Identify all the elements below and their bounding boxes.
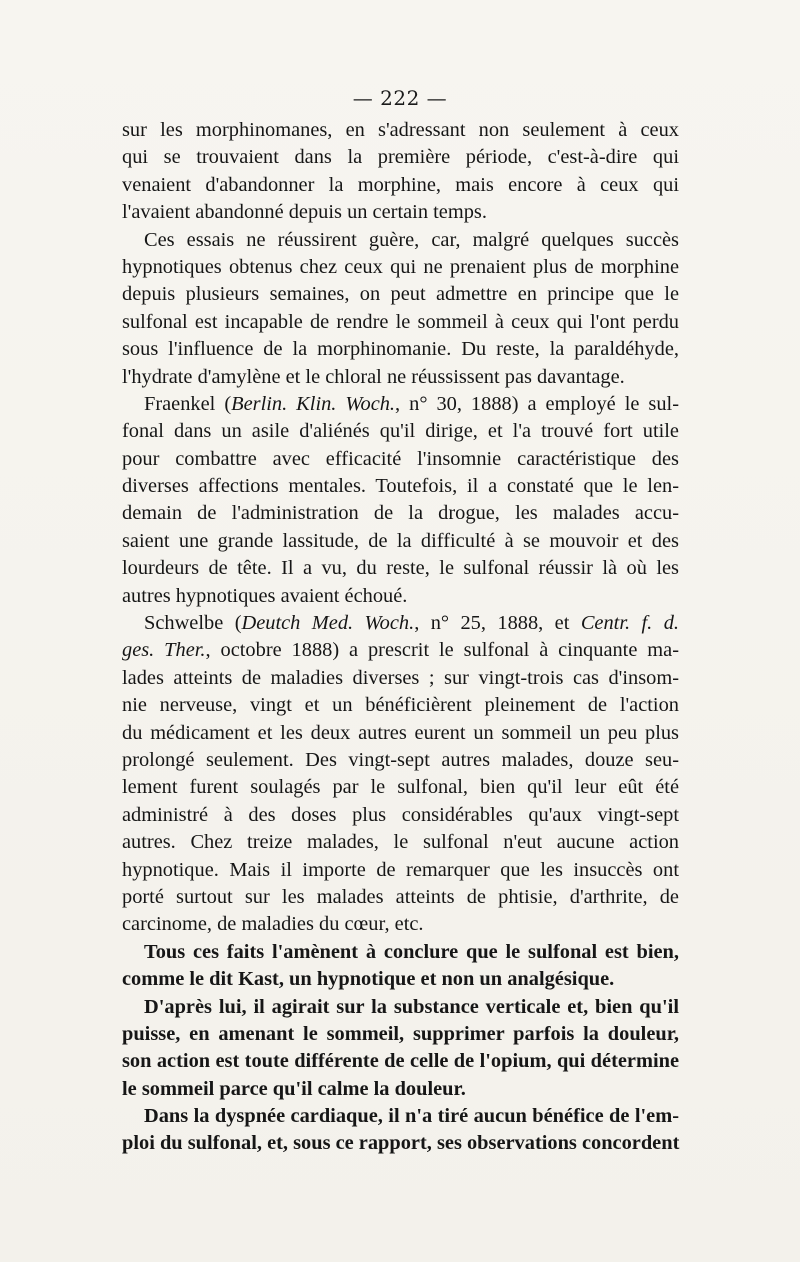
text-line: [122, 391, 679, 418]
text-line: [122, 336, 679, 363]
text-run: son action est toute différente de celle de l'opium, qui détermine: [122, 1050, 679, 1073]
text-line: [122, 446, 679, 473]
text-run: Schwelbe (: [144, 612, 242, 635]
text-run: depuis plusieurs semaines, on peut admettre en principe que le: [122, 283, 679, 306]
text-line: [122, 555, 679, 582]
body-text: [122, 117, 679, 1158]
text-run: lourdeurs de tête. Il a vu, du reste, le sulfonal réussir là où les: [122, 557, 679, 580]
text-line: [122, 884, 679, 911]
citation-italic: ges. Ther.: [122, 639, 206, 662]
text-run: puisse, en amenant le sommeil, supprimer parfois la douleur,: [122, 1022, 679, 1045]
text-run: Tous ces faits l'amènent à conclure que le sulfonal est bien,: [144, 940, 679, 963]
text-line: [122, 774, 679, 801]
text-line: [122, 1130, 679, 1157]
text-run: administré à des doses plus considérables qu'aux vingt-sept: [122, 803, 679, 826]
text-run: nie nerveuse, vingt et un bénéficièrent pleinement de l'action: [122, 694, 679, 717]
text-run: lement furent soulagés par le sulfonal, bien qu'il leur eût été: [122, 776, 679, 799]
text-run: l'avaient abandonné depuis un certain temps.: [122, 201, 487, 224]
text-line: [122, 364, 679, 391]
text-run: Ces essais ne réussirent guère, car, malgré quelques succès: [144, 228, 679, 251]
text-run: fonal dans un asile d'aliénés qu'il dirige, et l'a trouvé fort utile: [122, 420, 679, 443]
text-line: [122, 747, 679, 774]
text-run: qui se trouvaient dans la première période, c'est-à-dire qui: [122, 146, 679, 169]
text-line: [122, 994, 679, 1021]
page-number: — 222 —: [352, 86, 448, 110]
text-line: [122, 857, 679, 884]
text-line: [122, 802, 679, 829]
citation-italic: Centr. f. d.: [580, 612, 679, 635]
text-line: [122, 939, 679, 966]
text-run: porté surtout sur les malades atteints de phtisie, d'arthrite, de: [122, 885, 679, 908]
text-run: autres. Chez treize malades, le sulfonal n'eut aucune action: [122, 831, 679, 854]
text-line: [122, 1103, 679, 1130]
text-run: pour combattre avec efficacité l'insomnie caractéristique des: [122, 447, 679, 470]
citation-italic: Deutch Med. Woch.: [241, 612, 415, 635]
text-line: [122, 172, 679, 199]
text-line: [122, 227, 679, 254]
text-run: , n° 30, 1888) a employé le sul-: [395, 392, 680, 415]
text-line: [122, 500, 679, 527]
text-line: [122, 418, 679, 445]
text-line: [122, 144, 679, 171]
text-line: [122, 966, 679, 993]
text-run: ploi du sulfonal, et, sous ce rapport, ses observations concordent: [122, 1132, 680, 1155]
text-run: le sommeil parce qu'il calme la douleur.: [122, 1077, 466, 1100]
text-line: [122, 309, 679, 336]
text-run: du médicament et les deux autres eurent un sommeil un peu plus: [122, 721, 679, 744]
text-run: carcinome, de maladies du cœur, etc.: [122, 913, 424, 936]
text-run: sous l'influence de la morphinomanie. Du reste, la paraldéhyde,: [122, 338, 679, 361]
text-line: [122, 281, 679, 308]
text-run: l'hydrate d'amylène et le chloral ne réussissent pas davantage.: [122, 365, 625, 388]
text-line: [122, 720, 679, 747]
text-line: [122, 528, 679, 555]
text-line: [122, 254, 679, 281]
text-line: [122, 692, 679, 719]
text-line: [122, 637, 679, 664]
text-run: , n° 25, 1888, et: [414, 612, 581, 635]
text-run: Dans la dyspnée cardiaque, il n'a tiré aucun bénéfice de l'em-: [144, 1105, 679, 1128]
text-line: [122, 473, 679, 500]
text-run: sulfonal est incapable de rendre le sommeil à ceux qui l'ont perdu: [122, 310, 679, 333]
text-run: saient une grande lassitude, de la difficulté à se mouvoir et des: [122, 529, 679, 552]
text-run: hypnotique. Mais il importe de remarquer que les insuccès ont: [122, 858, 679, 881]
text-line: [122, 583, 679, 610]
text-run: comme le dit Kast, un hypnotique et non un analgésique.: [122, 968, 615, 991]
text-line: [122, 829, 679, 856]
text-run: lades atteints de maladies diverses ; sur vingt-trois cas d'insom-: [122, 666, 679, 689]
text-run: Fraenkel (: [144, 392, 232, 415]
text-run: demain de l'administration de la drogue, les malades accu-: [122, 502, 679, 525]
text-line: [122, 199, 679, 226]
text-line: [122, 610, 679, 637]
text-run: hypnotiques obtenus chez ceux qui ne prenaient plus de morphine: [122, 255, 679, 278]
text-run: diverses affections mentales. Toutefois, il a constaté que le len-: [122, 475, 679, 498]
text-run: sur les morphinomanes, en s'adressant non seulement à ceux: [122, 119, 679, 141]
text-run: D'après lui, il agirait sur la substance verticale et, bien qu'il: [144, 995, 679, 1018]
text-run: venaient d'abandonner la morphine, mais encore à ceux qui: [122, 173, 679, 196]
text-line: [122, 911, 679, 938]
citation-italic: Berlin. Klin. Woch.: [231, 392, 396, 415]
text-line: [122, 665, 679, 692]
text-run: , octobre 1888) a prescrit le sulfonal à cinquante ma-: [205, 639, 679, 662]
text-run: autres hypnotiques avaient échoué.: [122, 584, 408, 607]
text-line: [122, 1048, 679, 1075]
text-run: prolongé seulement. Des vingt-sept autres malades, douze seu-: [122, 748, 679, 771]
text-line: [122, 117, 679, 144]
text-line: [122, 1021, 679, 1048]
text-line: [122, 1076, 679, 1103]
